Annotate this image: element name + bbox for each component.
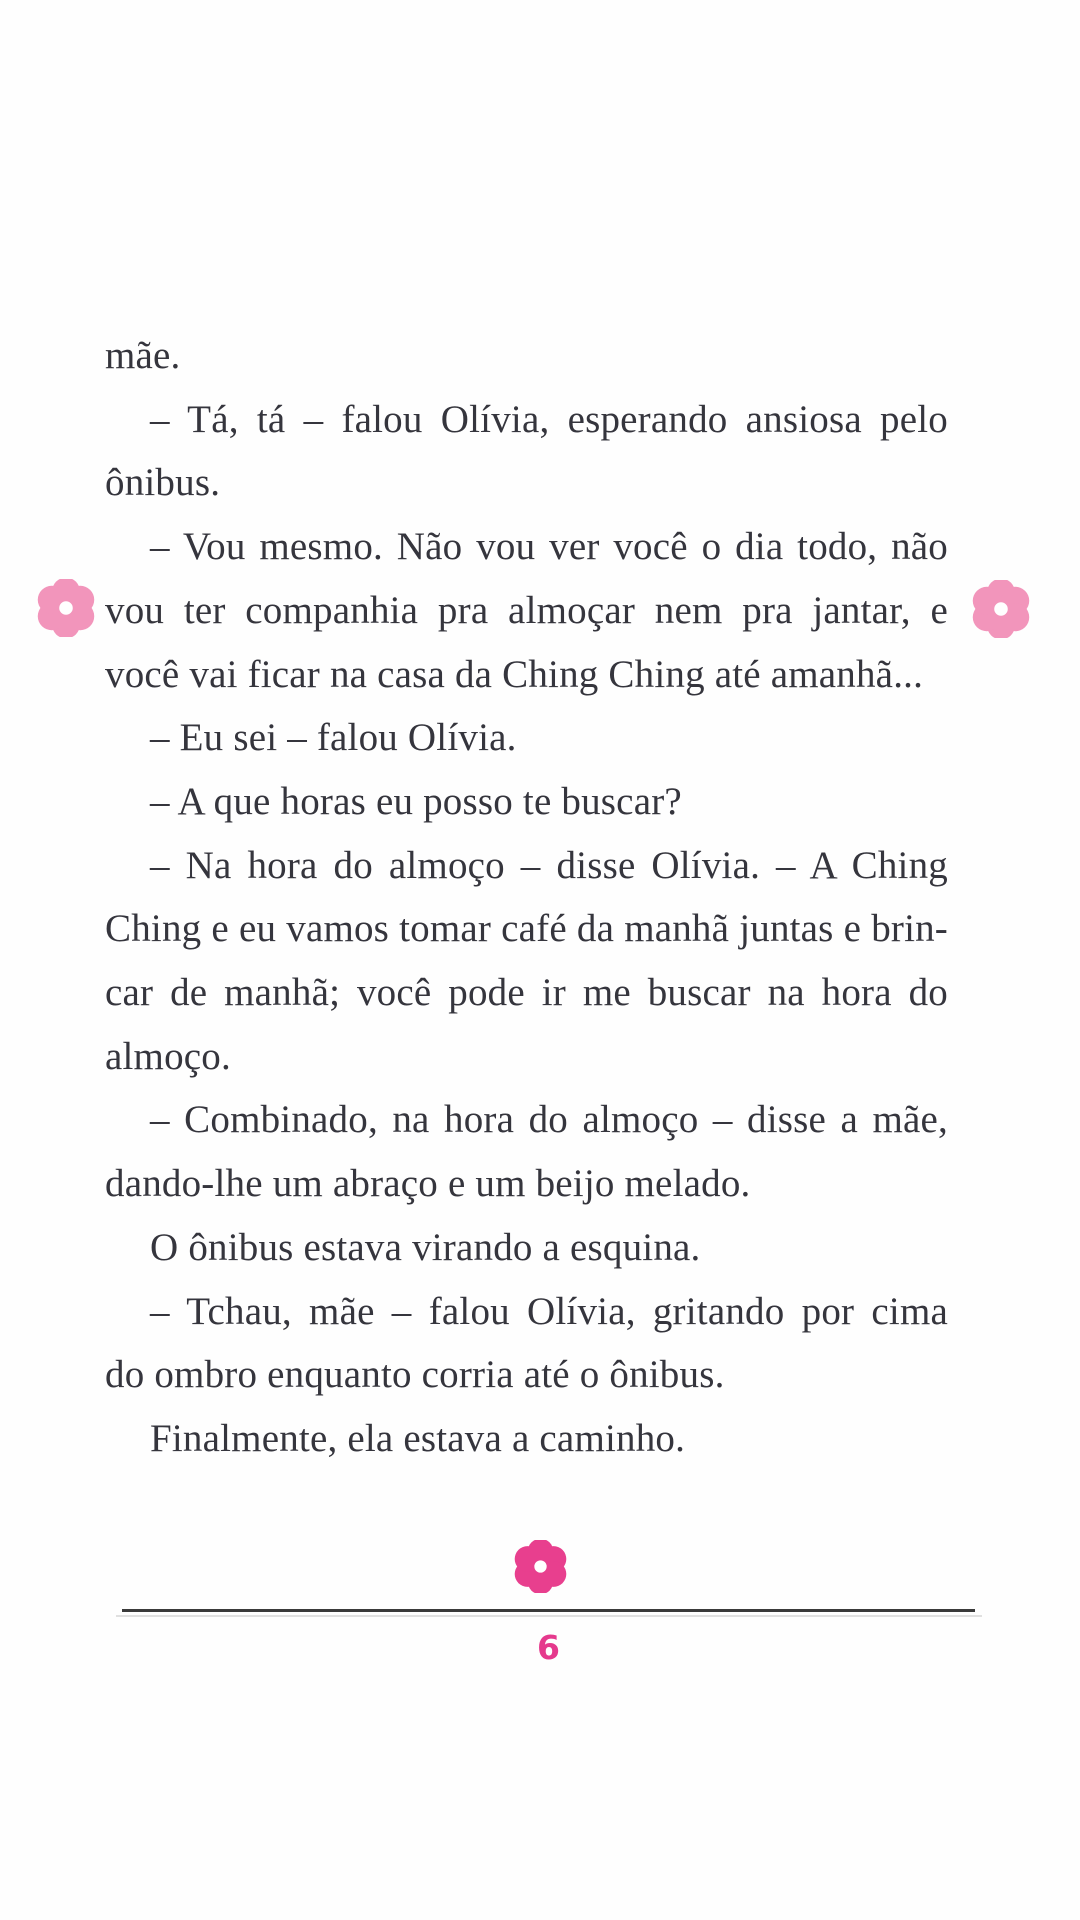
- footer-flower-icon: [514, 1540, 567, 1593]
- text-line: – Eu sei – falou Olívia.: [150, 716, 517, 760]
- text-line: – Na hora do almoço – disse Olívia. – A Ching: [150, 843, 948, 887]
- page-number: 6: [537, 1628, 560, 1667]
- text-line: mãe.: [105, 334, 181, 377]
- left-margin-flower-icon: [37, 579, 95, 637]
- text-line: almoço.: [105, 1034, 231, 1078]
- text-line: – Tá, tá – falou Olívia, esperando ansiosa pelo: [150, 397, 948, 441]
- text-line: Ching e eu vamos tomar café da manhã juntas e brin-: [105, 907, 948, 951]
- footer-rule-shadow: [116, 1615, 982, 1617]
- story-text: [105, 324, 948, 1471]
- text-line: do ombro enquanto corria até o ônibus.: [105, 1353, 725, 1397]
- text-line: – Combinado, na hora do almoço – disse a mãe,: [150, 1098, 948, 1142]
- right-margin-flower-icon: [972, 580, 1030, 638]
- text-line: – Tchau, mãe – falou Olívia, gritando por cima: [150, 1289, 948, 1333]
- text-line: vou ter companhia pra almoçar nem pra jantar, e: [105, 588, 948, 632]
- text-line: car de manhã; você pode ir me buscar na hora do: [105, 971, 948, 1015]
- text-line: ônibus.: [105, 461, 221, 505]
- text-line: você vai ficar na casa da Ching Ching até amanhã...: [105, 652, 924, 696]
- text-line: – Vou mesmo. Não vou ver você o dia todo, não: [150, 525, 948, 569]
- text-line: O ônibus estava virando a esquina.: [150, 1225, 701, 1269]
- footer-rule: [122, 1609, 975, 1612]
- text-line: dando-lhe um abraço e um beijo melado.: [105, 1162, 751, 1206]
- text-line: Finalmente, ela estava a caminho.: [150, 1416, 686, 1460]
- text-line: – A que horas eu posso te buscar?: [150, 779, 682, 823]
